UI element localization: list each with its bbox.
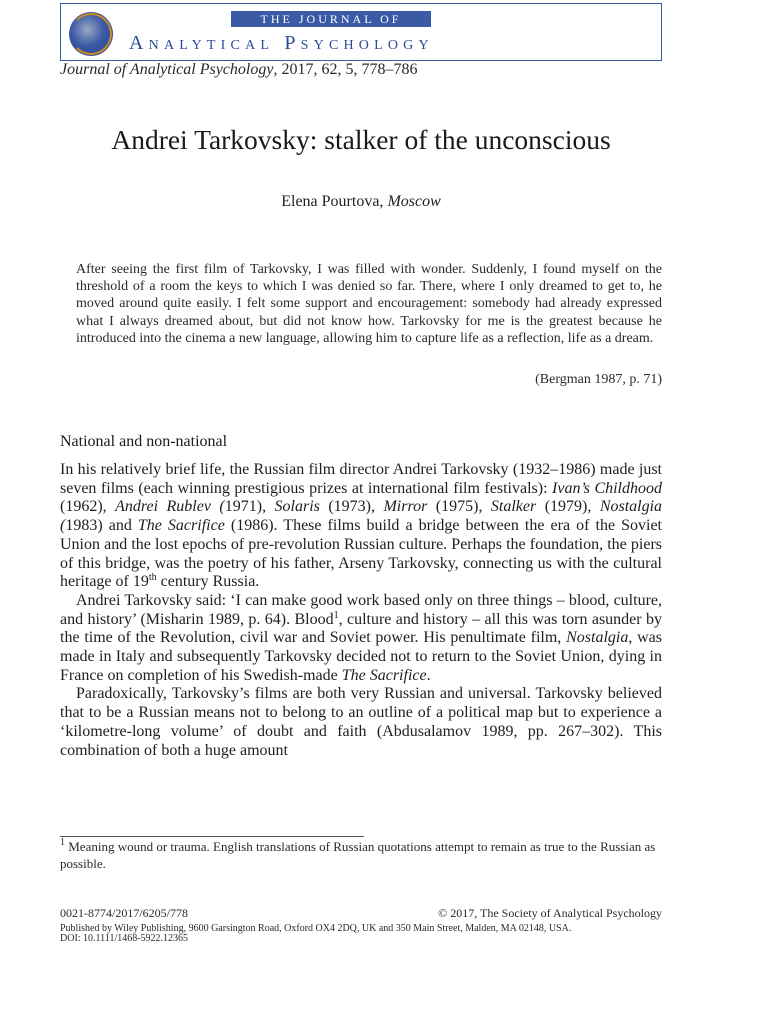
journal-of-banner: THE JOURNAL OF	[231, 11, 431, 27]
journal-masthead	[60, 3, 662, 61]
epigraph-quote: After seeing the first film of Tarkovsky, I was filled with wonder. Suddenly, I found myself on the threshold of a room the keys to which I was denied so far. There, where I only dreamed to get to, he moved around quite easily. I felt some support and encouragement: somebody had already expressed what I always dreamed about, but did not know how. Tarkovsky for me is the greatest because he introduced into the cinema a new language, allowing him to capture life as a reflection, life as a dream.	[76, 262, 662, 346]
p1-text: 1983) and	[65, 517, 138, 535]
ordinal-superscript: th	[148, 572, 157, 584]
epigraph-citation: (Bergman 1987, p. 71)	[535, 372, 662, 387]
article-title: Andrei Tarkovsky: stalker of the unconscious	[111, 124, 611, 155]
footnote	[60, 838, 662, 872]
footnote-ref[interactable]: 1	[333, 609, 339, 621]
footnote-text: Meaning wound or trauma. English translations of Russian quotations attempt to remain as true to the Russian as possible.	[60, 839, 656, 871]
paragraph-3: Paradoxically, Tarkovsky’s films are both very Russian and universal. Tarkovsky believed that to be a Russian means not to belong to an outline of a political map but to experience a ‘kilometre-long volume’ of doubt and faith (Abdusalamov 1989, pp. 267–302). This combination of both a huge amount	[60, 685, 662, 759]
paragraph-1	[60, 461, 662, 592]
author-name: Elena Pourtova,	[281, 193, 388, 210]
film-title: Solaris	[274, 498, 320, 516]
p1-text: (1973),	[319, 498, 384, 516]
p2-text: , culture and history – all this was torn asunder by the time of the Revolution, civil war and Soviet power. His penultimate film,	[60, 610, 663, 647]
issn-code: 0021-8774/2017/6205/778	[60, 906, 188, 920]
section-heading: National and non-national	[60, 433, 228, 450]
author-line	[0, 193, 722, 211]
p1-text: (1979),	[536, 498, 600, 516]
p1-text: (1975),	[427, 498, 491, 516]
body-text	[60, 461, 662, 760]
p2-text: , was made in Italy and subsequently Tarkovsky decided not to return to the Soviet Union, dying in France on completion of his Swedish-made	[60, 629, 662, 684]
citation-journal: Journal of Analytical Psychology	[60, 61, 274, 78]
citation-line	[60, 61, 417, 79]
film-title: Mirror	[383, 498, 428, 516]
p1-text: century Russia.	[156, 573, 260, 591]
footnote-marker: 1	[60, 837, 65, 848]
film-title: Nostalgia	[566, 629, 629, 647]
p2-text: .	[426, 666, 431, 684]
publisher-info: Published by Wiley Publishing, 9600 Garsington Road, Oxford OX4 2DQ, UK and 350 Main Street, Malden, MA 02148, USA.	[60, 923, 572, 934]
p1-text: (1986). These films build a bridge between the era of the Soviet Union and the lost epochs of pre-revolution Russian culture. Perhaps the foundation, the piers of this bridge, was the poetry of his father, Arseny Tarkovsky, connecting us with the cultural heritage of 19	[60, 517, 662, 591]
p1-text: 1971),	[224, 498, 275, 516]
film-title: Stalker	[490, 498, 537, 516]
film-title: Ivan’s Childhood	[552, 479, 663, 497]
p2-text: Andrei Tarkovsky said: ‘I can make good work based only on three things – blood, culture, and history’ (Misharin 1989, p. 64). Blood	[60, 591, 662, 628]
paragraph-2	[60, 592, 662, 686]
p1-text: (1962),	[60, 498, 116, 516]
film-title: Nostalgia (	[60, 498, 663, 535]
journal-name: Analytical Psychology	[129, 32, 434, 54]
footnote-divider	[60, 836, 364, 837]
author-location: Moscow	[387, 193, 441, 210]
film-title: The Sacrifice	[137, 517, 225, 535]
logo-ring	[70, 13, 112, 55]
film-title: Andrei Rublev (	[115, 498, 225, 516]
film-title: The Sacrifice	[341, 666, 427, 684]
p1-text: In his relatively brief life, the Russian film director Andrei Tarkovsky (1932–1986) made just seven films (each winning prestigious prizes at international film festivals):	[60, 461, 662, 497]
copyright-notice: © 2017, The Society of Analytical Psychology	[438, 906, 662, 920]
journal-logo-icon	[69, 12, 113, 56]
doi-link[interactable]: DOI: 10.1111/1468-5922.12365	[60, 933, 189, 944]
citation-details: , 2017, 62, 5, 778–786	[273, 61, 418, 78]
